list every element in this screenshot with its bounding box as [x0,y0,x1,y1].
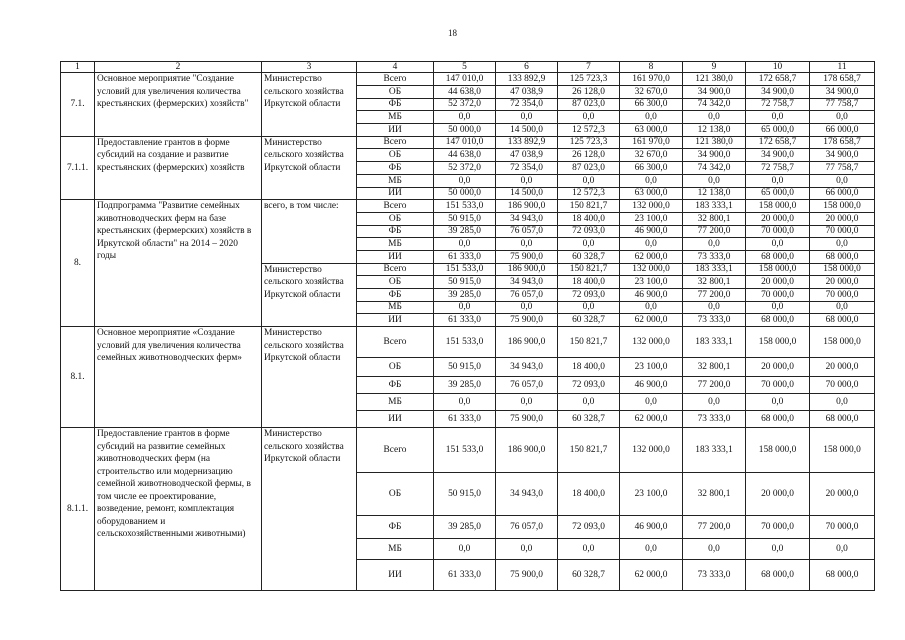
value-cell: 0,0 [434,111,496,124]
value-cell: 0,0 [558,238,620,251]
value-cell: 18 400,0 [558,358,620,377]
funding-source: МБ [357,539,434,560]
value-cell: 14 500,0 [496,124,558,137]
funding-source: Всего [357,136,434,149]
value-cell: 0,0 [746,111,810,124]
value-cell: 68 000,0 [746,411,810,428]
value-cell: 0,0 [810,301,875,314]
value-cell: 75 900,0 [496,250,558,263]
value-cell: 125 723,3 [558,73,620,86]
value-cell: 66 300,0 [620,162,683,175]
value-cell: 0,0 [558,394,620,411]
value-cell: 66 000,0 [810,124,875,137]
item-code: 8.1.1. [61,428,95,591]
funding-source: ОБ [357,212,434,225]
header-cell: 11 [810,62,875,73]
value-cell: 0,0 [434,301,496,314]
value-cell: 62 000,0 [620,314,683,327]
value-cell: 77 758,7 [810,98,875,111]
value-cell: 70 000,0 [746,225,810,238]
value-cell: 62 000,0 [620,250,683,263]
value-cell: 150 821,7 [558,200,620,213]
value-cell: 34 943,0 [496,473,558,516]
header-cell: 7 [558,62,620,73]
value-cell: 20 000,0 [746,276,810,289]
value-cell: 77 758,7 [810,162,875,175]
value-cell: 12 572,3 [558,187,620,200]
value-cell: 0,0 [620,301,683,314]
item-code: 8.1. [61,327,95,428]
value-cell: 20 000,0 [810,358,875,377]
value-cell: 158 000,0 [810,327,875,358]
executor: Министерство сельского хозяйства Иркутской области [262,73,357,136]
value-cell: 77 200,0 [683,516,746,539]
value-cell: 70 000,0 [810,289,875,302]
value-cell: 0,0 [683,238,746,251]
value-cell: 76 057,0 [496,377,558,394]
value-cell: 183 333,1 [683,200,746,213]
value-cell: 70 000,0 [746,289,810,302]
value-cell: 39 285,0 [434,289,496,302]
value-cell: 68 000,0 [746,250,810,263]
value-cell: 158 000,0 [746,428,810,473]
value-cell: 61 333,0 [434,560,496,591]
value-cell: 65 000,0 [746,124,810,137]
value-cell: 0,0 [496,394,558,411]
item-code: 7.1. [61,73,95,136]
value-cell: 151 533,0 [434,263,496,276]
value-cell: 68 000,0 [810,560,875,591]
value-cell: 68 000,0 [810,250,875,263]
table-row [61,73,875,86]
value-cell: 20 000,0 [810,276,875,289]
value-cell: 121 380,0 [683,136,746,149]
item-name: Подпрограмма "Развитие семейных животноводческих ферм на базе крестьянских (фермерских) хозяйств в Иркутской области" на 2014 – 2020 годы [95,200,262,327]
item-code: 8. [61,200,95,327]
value-cell: 183 333,1 [683,327,746,358]
value-cell: 183 333,1 [683,428,746,473]
value-cell: 60 328,7 [558,411,620,428]
value-cell: 147 010,0 [434,73,496,86]
funding-source: ИИ [357,250,434,263]
value-cell: 72 093,0 [558,225,620,238]
value-cell: 70 000,0 [746,377,810,394]
value-cell: 23 100,0 [620,358,683,377]
value-cell: 12 138,0 [683,124,746,137]
value-cell: 186 900,0 [496,200,558,213]
value-cell: 147 010,0 [434,136,496,149]
value-cell: 18 400,0 [558,212,620,225]
value-cell: 76 057,0 [496,289,558,302]
value-cell: 158 000,0 [746,200,810,213]
value-cell: 66 000,0 [810,187,875,200]
value-cell: 186 900,0 [496,428,558,473]
value-cell: 172 658,7 [746,136,810,149]
value-cell: 0,0 [746,301,810,314]
item-name: Предоставление грантов в форме субсидий на создание и развитие крестьянских (фермерских) хозяйств [95,136,262,199]
executor: Министерство сельского хозяйства Иркутской области [262,428,357,591]
funding-source: МБ [357,111,434,124]
value-cell: 0,0 [496,238,558,251]
value-cell: 70 000,0 [810,516,875,539]
value-cell: 18 400,0 [558,276,620,289]
value-cell: 46 900,0 [620,225,683,238]
value-cell: 0,0 [810,174,875,187]
value-cell: 12 138,0 [683,187,746,200]
value-cell: 68 000,0 [746,560,810,591]
value-cell: 20 000,0 [746,473,810,516]
value-cell: 32 670,0 [620,86,683,99]
value-cell: 65 000,0 [746,187,810,200]
value-cell: 50 000,0 [434,187,496,200]
value-cell: 150 821,7 [558,327,620,358]
value-cell: 0,0 [683,394,746,411]
value-cell: 150 821,7 [558,263,620,276]
value-cell: 0,0 [746,238,810,251]
value-cell: 158 000,0 [810,428,875,473]
value-cell: 63 000,0 [620,124,683,137]
funding-source: ОБ [357,473,434,516]
value-cell: 46 900,0 [620,289,683,302]
header-cell: 10 [746,62,810,73]
funding-source: ИИ [357,314,434,327]
funding-source: МБ [357,394,434,411]
value-cell: 61 333,0 [434,314,496,327]
value-cell: 0,0 [620,238,683,251]
value-cell: 20 000,0 [810,212,875,225]
value-cell: 121 380,0 [683,73,746,86]
value-cell: 72 093,0 [558,377,620,394]
value-cell: 75 900,0 [496,314,558,327]
value-cell: 50 915,0 [434,473,496,516]
value-cell: 158 000,0 [810,263,875,276]
item-name: Основное мероприятие "Создание условий для увеличения количества крестьянских (фермерских) хозяйств" [95,73,262,136]
value-cell: 183 333,1 [683,263,746,276]
value-cell: 0,0 [620,539,683,560]
value-cell: 0,0 [810,394,875,411]
header-cell: 3 [262,62,357,73]
value-cell: 18 400,0 [558,473,620,516]
funding-source: ИИ [357,187,434,200]
budget-table [60,61,875,591]
value-cell: 23 100,0 [620,473,683,516]
value-cell: 0,0 [683,539,746,560]
item-code: 7.1.1. [61,136,95,199]
value-cell: 0,0 [434,238,496,251]
value-cell: 39 285,0 [434,225,496,238]
value-cell: 178 658,7 [810,136,875,149]
value-cell: 0,0 [683,111,746,124]
table-row [61,428,875,473]
value-cell: 23 100,0 [620,212,683,225]
funding-source: Всего [357,200,434,213]
value-cell: 52 372,0 [434,162,496,175]
value-cell: 0,0 [558,111,620,124]
value-cell: 186 900,0 [496,327,558,358]
value-cell: 32 800,1 [683,212,746,225]
value-cell: 75 900,0 [496,411,558,428]
value-cell: 14 500,0 [496,187,558,200]
value-cell: 0,0 [434,174,496,187]
value-cell: 0,0 [746,174,810,187]
value-cell: 46 900,0 [620,377,683,394]
value-cell: 72 758,7 [746,98,810,111]
value-cell: 32 800,1 [683,358,746,377]
value-cell: 66 300,0 [620,98,683,111]
value-cell: 34 900,0 [746,149,810,162]
value-cell: 158 000,0 [746,327,810,358]
value-cell: 32 670,0 [620,149,683,162]
header-row [61,62,875,73]
value-cell: 34 900,0 [810,149,875,162]
header-cell: 4 [357,62,434,73]
value-cell: 68 000,0 [746,314,810,327]
value-cell: 125 723,3 [558,136,620,149]
header-cell: 1 [61,62,95,73]
value-cell: 61 333,0 [434,250,496,263]
funding-source: ФБ [357,225,434,238]
value-cell: 77 200,0 [683,289,746,302]
value-cell: 68 000,0 [810,314,875,327]
value-cell: 72 093,0 [558,289,620,302]
value-cell: 151 533,0 [434,327,496,358]
value-cell: 23 100,0 [620,276,683,289]
value-cell: 158 000,0 [746,263,810,276]
value-cell: 73 333,0 [683,560,746,591]
funding-source: ОБ [357,86,434,99]
value-cell: 150 821,7 [558,428,620,473]
value-cell: 39 285,0 [434,516,496,539]
value-cell: 47 038,9 [496,86,558,99]
value-cell: 0,0 [434,394,496,411]
value-cell: 0,0 [496,174,558,187]
funding-source: ОБ [357,358,434,377]
funding-source: ФБ [357,289,434,302]
value-cell: 63 000,0 [620,187,683,200]
value-cell: 87 023,0 [558,98,620,111]
value-cell: 151 533,0 [434,200,496,213]
value-cell: 76 057,0 [496,225,558,238]
value-cell: 158 000,0 [810,200,875,213]
value-cell: 151 533,0 [434,428,496,473]
value-cell: 72 354,0 [496,162,558,175]
value-cell: 39 285,0 [434,377,496,394]
value-cell: 0,0 [496,301,558,314]
value-cell: 60 328,7 [558,560,620,591]
item-name: Основное мероприятие «Создание условий для увеличения количества семейных животноводческих ферм» [95,327,262,428]
value-cell: 0,0 [496,111,558,124]
value-cell: 132 000,0 [620,428,683,473]
value-cell: 60 328,7 [558,250,620,263]
funding-source: МБ [357,301,434,314]
value-cell: 0,0 [558,539,620,560]
value-cell: 44 638,0 [434,86,496,99]
funding-source: Всего [357,263,434,276]
header-cell: 5 [434,62,496,73]
page-number: 18 [448,28,457,38]
value-cell: 73 333,0 [683,314,746,327]
value-cell: 61 333,0 [434,411,496,428]
value-cell: 34 943,0 [496,358,558,377]
value-cell: 73 333,0 [683,250,746,263]
value-cell: 62 000,0 [620,411,683,428]
executor: Министерство сельского хозяйства Иркутской области [262,263,357,326]
value-cell: 50 915,0 [434,212,496,225]
funding-source: ОБ [357,276,434,289]
table-row [61,136,875,149]
funding-source: Всего [357,73,434,86]
value-cell: 0,0 [683,174,746,187]
value-cell: 87 023,0 [558,162,620,175]
value-cell: 34 900,0 [810,86,875,99]
value-cell: 60 328,7 [558,314,620,327]
value-cell: 47 038,9 [496,149,558,162]
item-name: Предоставление грантов в форме субсидий на развитие семейных животноводческих ферм (на строительство или модернизацию семейной животноводческой фермы, в том числе ее проектирование, возведение, ремонт, комплектация оборудованием и сельскохозяйственными животными) [95,428,262,591]
value-cell: 44 638,0 [434,149,496,162]
value-cell: 76 057,0 [496,516,558,539]
funding-source: МБ [357,238,434,251]
value-cell: 161 970,0 [620,73,683,86]
value-cell: 68 000,0 [810,411,875,428]
value-cell: 0,0 [746,394,810,411]
value-cell: 34 900,0 [683,86,746,99]
value-cell: 12 572,3 [558,124,620,137]
value-cell: 32 800,1 [683,473,746,516]
value-cell: 50 000,0 [434,124,496,137]
header-cell: 9 [683,62,746,73]
value-cell: 50 915,0 [434,358,496,377]
value-cell: 0,0 [620,111,683,124]
value-cell: 172 658,7 [746,73,810,86]
value-cell: 77 200,0 [683,225,746,238]
funding-source: ФБ [357,98,434,111]
funding-source: ФБ [357,162,434,175]
funding-source: ФБ [357,516,434,539]
value-cell: 52 372,0 [434,98,496,111]
value-cell: 178 658,7 [810,73,875,86]
funding-source: ОБ [357,149,434,162]
value-cell: 72 354,0 [496,98,558,111]
value-cell: 0,0 [746,539,810,560]
executor: Министерство сельского хозяйства Иркутской области [262,136,357,199]
value-cell: 26 128,0 [558,149,620,162]
value-cell: 70 000,0 [810,225,875,238]
value-cell: 0,0 [620,394,683,411]
value-cell: 34 943,0 [496,276,558,289]
header-cell: 2 [95,62,262,73]
value-cell: 26 128,0 [558,86,620,99]
value-cell: 133 892,9 [496,136,558,149]
value-cell: 34 943,0 [496,212,558,225]
funding-source: ИИ [357,411,434,428]
table-row [61,200,875,213]
value-cell: 70 000,0 [746,516,810,539]
funding-source: ИИ [357,560,434,591]
value-cell: 74 342,0 [683,98,746,111]
value-cell: 73 333,0 [683,411,746,428]
funding-source: ИИ [357,124,434,137]
value-cell: 20 000,0 [746,212,810,225]
value-cell: 132 000,0 [620,327,683,358]
value-cell: 34 900,0 [746,86,810,99]
value-cell: 77 200,0 [683,377,746,394]
value-cell: 20 000,0 [810,473,875,516]
value-cell: 0,0 [683,301,746,314]
value-cell: 161 970,0 [620,136,683,149]
value-cell: 46 900,0 [620,516,683,539]
funding-source: Всего [357,428,434,473]
funding-source: Всего [357,327,434,358]
value-cell: 0,0 [810,539,875,560]
table-row [61,327,875,358]
value-cell: 0,0 [558,301,620,314]
header-cell: 6 [496,62,558,73]
funding-source: МБ [357,174,434,187]
value-cell: 72 093,0 [558,516,620,539]
value-cell: 50 915,0 [434,276,496,289]
header-cell: 8 [620,62,683,73]
value-cell: 32 800,1 [683,276,746,289]
value-cell: 74 342,0 [683,162,746,175]
value-cell: 62 000,0 [620,560,683,591]
value-cell: 0,0 [810,111,875,124]
value-cell: 72 758,7 [746,162,810,175]
value-cell: 133 892,9 [496,73,558,86]
value-cell: 0,0 [434,539,496,560]
value-cell: 0,0 [810,238,875,251]
value-cell: 132 000,0 [620,200,683,213]
value-cell: 0,0 [496,539,558,560]
executor: всего, в том числе: [262,200,357,263]
value-cell: 34 900,0 [683,149,746,162]
value-cell: 70 000,0 [810,377,875,394]
value-cell: 132 000,0 [620,263,683,276]
value-cell: 20 000,0 [746,358,810,377]
value-cell: 0,0 [620,174,683,187]
value-cell: 186 900,0 [496,263,558,276]
funding-source: ФБ [357,377,434,394]
executor: Министерство сельского хозяйства Иркутской области [262,327,357,428]
value-cell: 0,0 [558,174,620,187]
value-cell: 75 900,0 [496,560,558,591]
